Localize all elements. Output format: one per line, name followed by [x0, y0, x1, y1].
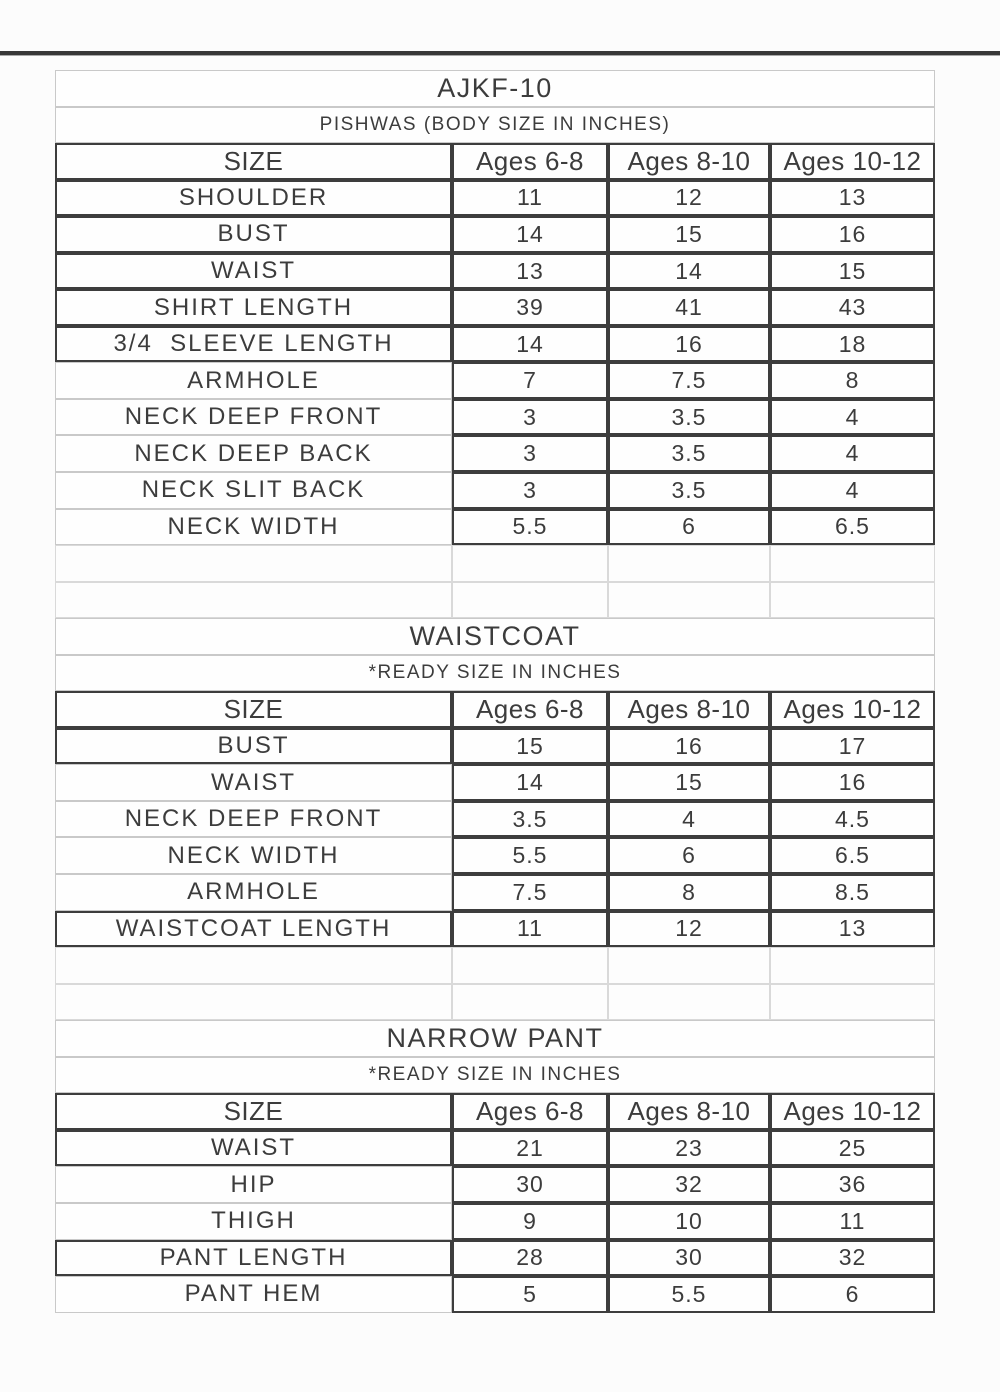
- cell-value: 4: [608, 801, 770, 838]
- row-label: NECK DEEP FRONT: [55, 399, 452, 436]
- table-subtitle-narrow-pant: *READY SIZE IN INCHES: [55, 1057, 935, 1094]
- cell-value: 18: [770, 326, 935, 363]
- table-row: [55, 837, 935, 874]
- table-header-row: [55, 1093, 935, 1130]
- empty-cell: [55, 545, 452, 582]
- cell-value: 25: [770, 1130, 935, 1167]
- table-row: [55, 253, 935, 290]
- cell-value: 12: [608, 180, 770, 217]
- spacer-row: [55, 984, 935, 1021]
- spacer-row: [55, 947, 935, 984]
- cell-value: 5: [452, 1276, 608, 1313]
- column-header: Ages 10-12: [770, 143, 935, 180]
- empty-cell: [770, 984, 935, 1021]
- table-subtitle-row: [55, 1057, 935, 1094]
- cell-value: 13: [770, 180, 935, 217]
- empty-cell: [608, 582, 770, 619]
- cell-value: 13: [452, 253, 608, 290]
- cell-value: 6.5: [770, 509, 935, 546]
- row-label: PANT LENGTH: [55, 1240, 452, 1277]
- cell-value: 5.5: [452, 509, 608, 546]
- size-chart-sheet: [55, 70, 935, 1313]
- cell-value: 16: [608, 326, 770, 363]
- column-header: Ages 10-12: [770, 1093, 935, 1130]
- empty-cell: [452, 582, 608, 619]
- row-label: WAISTCOAT LENGTH: [55, 911, 452, 948]
- cell-value: 21: [452, 1130, 608, 1167]
- cell-value: 3: [452, 472, 608, 509]
- cell-value: 6: [608, 509, 770, 546]
- table-row: [55, 1166, 935, 1203]
- table-row: [55, 1130, 935, 1167]
- empty-cell: [452, 545, 608, 582]
- empty-cell: [452, 984, 608, 1021]
- cell-value: 32: [770, 1240, 935, 1277]
- row-label: BUST: [55, 728, 452, 765]
- cell-value: 41: [608, 289, 770, 326]
- cell-value: 7: [452, 362, 608, 399]
- cell-value: 14: [608, 253, 770, 290]
- cell-value: 4.5: [770, 801, 935, 838]
- table-row: [55, 399, 935, 436]
- cell-value: 15: [608, 764, 770, 801]
- cell-value: 9: [452, 1203, 608, 1240]
- table-title-row: [55, 70, 935, 107]
- table-subtitle-pishwas: PISHWAS (BODY SIZE IN INCHES): [55, 107, 935, 144]
- cell-value: 15: [452, 728, 608, 765]
- empty-cell: [608, 984, 770, 1021]
- column-header: SIZE: [55, 691, 452, 728]
- table-title-narrow-pant: NARROW PANT: [55, 1020, 935, 1057]
- row-label: THIGH: [55, 1203, 452, 1240]
- cell-value: 39: [452, 289, 608, 326]
- cell-value: 13: [770, 911, 935, 948]
- empty-cell: [55, 947, 452, 984]
- table-row: [55, 728, 935, 765]
- table-row: [55, 801, 935, 838]
- column-header: Ages 8-10: [608, 691, 770, 728]
- table-row: [55, 326, 935, 363]
- cell-value: 5.5: [608, 1276, 770, 1313]
- row-label: NECK DEEP FRONT: [55, 801, 452, 838]
- table-row: [55, 289, 935, 326]
- cell-value: 6.5: [770, 837, 935, 874]
- table-row: [55, 1240, 935, 1277]
- row-label: PANT HEM: [55, 1276, 452, 1313]
- cell-value: 30: [608, 1240, 770, 1277]
- table-row: [55, 362, 935, 399]
- cell-value: 7.5: [452, 874, 608, 911]
- column-header: Ages 8-10: [608, 143, 770, 180]
- empty-cell: [770, 545, 935, 582]
- cell-value: 8.5: [770, 874, 935, 911]
- cell-value: 5.5: [452, 837, 608, 874]
- cell-value: 15: [608, 216, 770, 253]
- cell-value: 3: [452, 435, 608, 472]
- row-label: WAIST: [55, 253, 452, 290]
- empty-cell: [608, 545, 770, 582]
- row-label: WAIST: [55, 764, 452, 801]
- cell-value: 4: [770, 435, 935, 472]
- cell-value: 4: [770, 399, 935, 436]
- cell-value: 16: [770, 216, 935, 253]
- cell-value: 14: [452, 764, 608, 801]
- cell-value: 11: [452, 911, 608, 948]
- row-label: 3/4 SLEEVE LENGTH: [55, 326, 452, 363]
- table-title-waistcoat: WAISTCOAT: [55, 618, 935, 655]
- column-header: Ages 6-8: [452, 143, 608, 180]
- cell-value: 32: [608, 1166, 770, 1203]
- cell-value: 8: [608, 874, 770, 911]
- table-title-row: [55, 618, 935, 655]
- empty-cell: [608, 947, 770, 984]
- row-label: HIP: [55, 1166, 452, 1203]
- table-row: [55, 180, 935, 217]
- cell-value: 23: [608, 1130, 770, 1167]
- cell-value: 8: [770, 362, 935, 399]
- row-label: SHOULDER: [55, 180, 452, 217]
- top-divider-line: [0, 51, 1000, 56]
- cell-value: 3: [452, 399, 608, 436]
- column-header: Ages 6-8: [452, 691, 608, 728]
- cell-value: 4: [770, 472, 935, 509]
- cell-value: 17: [770, 728, 935, 765]
- cell-value: 6: [608, 837, 770, 874]
- cell-value: 30: [452, 1166, 608, 1203]
- empty-cell: [452, 947, 608, 984]
- table-row: [55, 1276, 935, 1313]
- spacer-row: [55, 582, 935, 619]
- cell-value: 10: [608, 1203, 770, 1240]
- cell-value: 16: [770, 764, 935, 801]
- cell-value: 7.5: [608, 362, 770, 399]
- cell-value: 6: [770, 1276, 935, 1313]
- cell-value: 11: [452, 180, 608, 217]
- cell-value: 14: [452, 216, 608, 253]
- empty-cell: [55, 582, 452, 619]
- table-row: [55, 435, 935, 472]
- cell-value: 28: [452, 1240, 608, 1277]
- cell-value: 11: [770, 1203, 935, 1240]
- row-label: BUST: [55, 216, 452, 253]
- row-label: NECK WIDTH: [55, 509, 452, 546]
- table-title-row: [55, 1020, 935, 1057]
- row-label: ARMHOLE: [55, 362, 452, 399]
- row-label: NECK SLIT BACK: [55, 472, 452, 509]
- table-row: [55, 472, 935, 509]
- table-row: [55, 216, 935, 253]
- table-row: [55, 764, 935, 801]
- cell-value: 3.5: [608, 435, 770, 472]
- spacer-row: [55, 545, 935, 582]
- table-subtitle-row: [55, 655, 935, 692]
- table-title-pishwas: AJKF-10: [55, 70, 935, 107]
- cell-value: 14: [452, 326, 608, 363]
- cell-value: 43: [770, 289, 935, 326]
- column-header: SIZE: [55, 143, 452, 180]
- table-header-row: [55, 143, 935, 180]
- cell-value: 3.5: [452, 801, 608, 838]
- row-label: NECK WIDTH: [55, 837, 452, 874]
- empty-cell: [55, 984, 452, 1021]
- table-header-row: [55, 691, 935, 728]
- cell-value: 3.5: [608, 472, 770, 509]
- cell-value: 36: [770, 1166, 935, 1203]
- empty-cell: [770, 582, 935, 619]
- column-header: Ages 6-8: [452, 1093, 608, 1130]
- cell-value: 16: [608, 728, 770, 765]
- row-label: ARMHOLE: [55, 874, 452, 911]
- row-label: WAIST: [55, 1130, 452, 1167]
- row-label: NECK DEEP BACK: [55, 435, 452, 472]
- table-row: [55, 1203, 935, 1240]
- cell-value: 3.5: [608, 399, 770, 436]
- table-row: [55, 911, 935, 948]
- cell-value: 15: [770, 253, 935, 290]
- column-header: Ages 10-12: [770, 691, 935, 728]
- table-subtitle-row: [55, 107, 935, 144]
- empty-cell: [770, 947, 935, 984]
- table-subtitle-waistcoat: *READY SIZE IN INCHES: [55, 655, 935, 692]
- table-row: [55, 509, 935, 546]
- cell-value: 12: [608, 911, 770, 948]
- table-row: [55, 874, 935, 911]
- column-header: SIZE: [55, 1093, 452, 1130]
- row-label: SHIRT LENGTH: [55, 289, 452, 326]
- column-header: Ages 8-10: [608, 1093, 770, 1130]
